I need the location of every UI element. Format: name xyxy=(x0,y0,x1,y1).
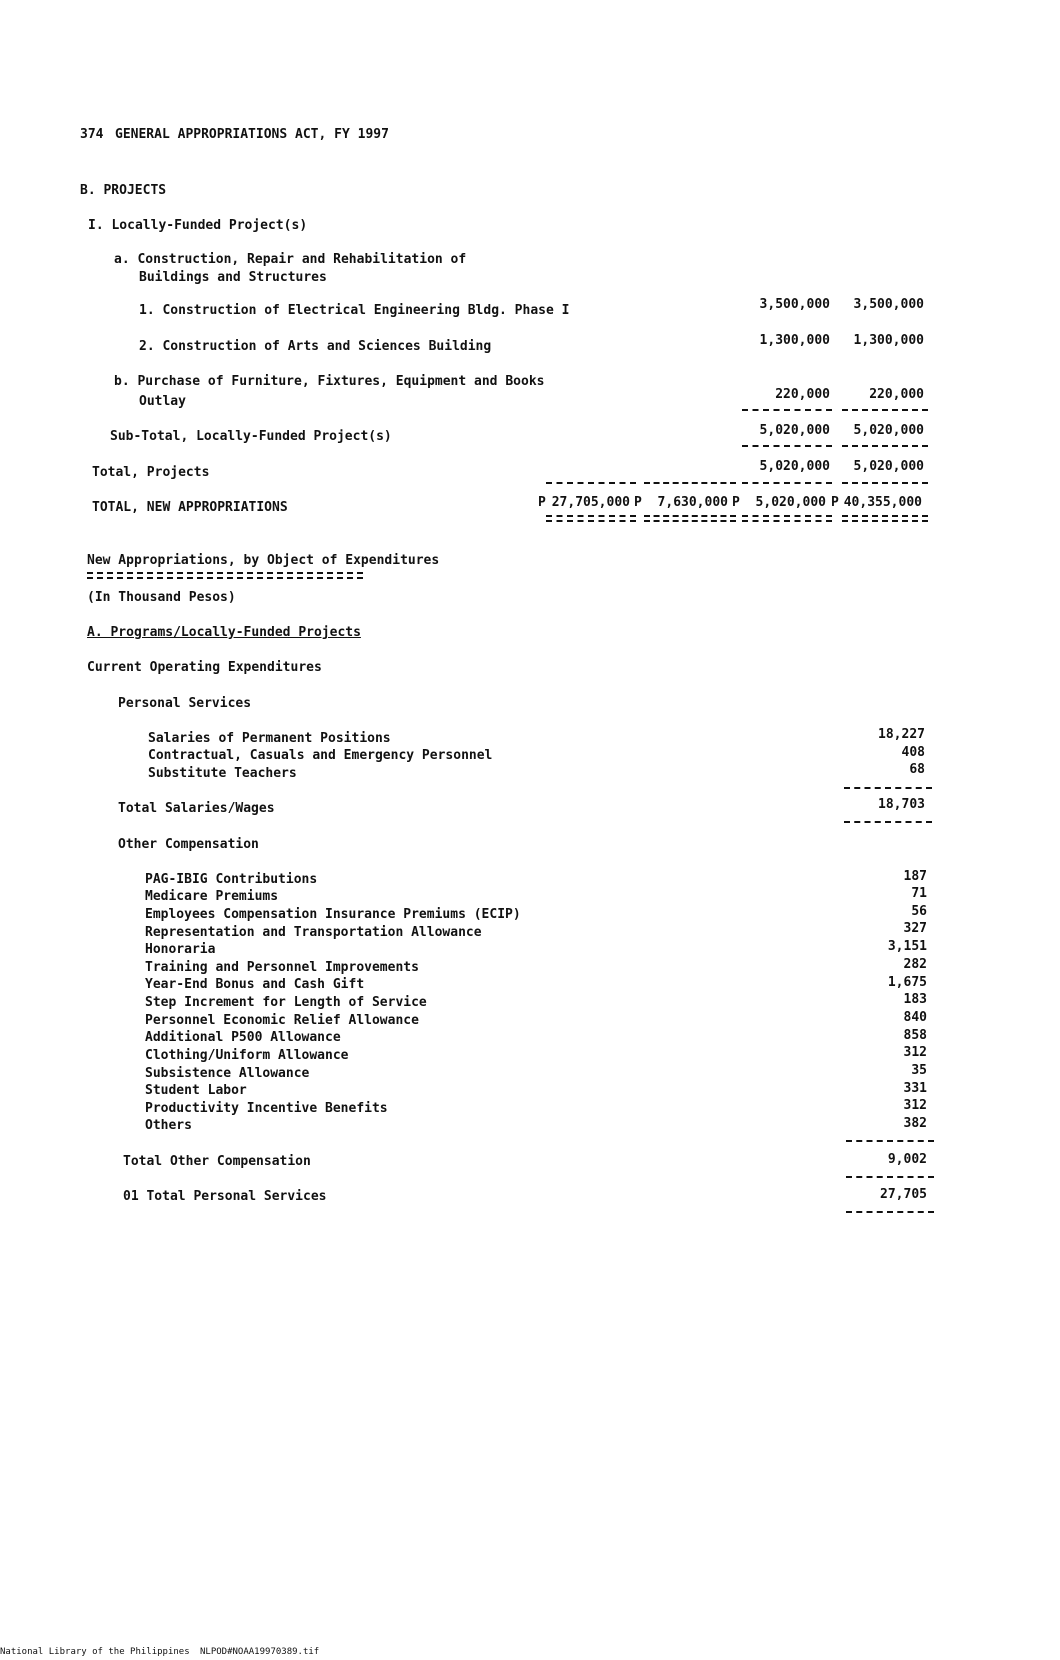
object-expenditures-title: New Appropriations, by Object of Expenditures xyxy=(87,553,440,568)
item-b-label-line2: Outlay xyxy=(139,394,186,409)
rule-total-projects-col3 xyxy=(742,482,832,484)
other-item-label-2: Medicare Premiums xyxy=(145,889,279,904)
item-b-label-line1: b. Purchase of Furniture, Fixtures, Equipment and Books xyxy=(114,374,545,389)
rule-subtotal-col3 xyxy=(742,445,832,447)
rule-item-b-col3 xyxy=(742,409,832,411)
total-projects-label: Total, Projects xyxy=(92,465,210,480)
total-projects-col3: 5,020,000 xyxy=(759,459,830,474)
other-item-label-9: Personnel Economic Relief Allowance xyxy=(145,1013,419,1028)
rule-total-other xyxy=(846,1176,934,1178)
rule-total-personal xyxy=(846,1211,934,1213)
subtotal-label: Sub-Total, Locally-Funded Project(s) xyxy=(110,429,392,444)
subtotal-total: 5,020,000 xyxy=(853,423,924,438)
item-a-label-line1: a. Construction, Repair and Rehabilitation of xyxy=(114,252,467,267)
total-other-label: Total Other Compensation xyxy=(123,1154,311,1169)
total-salaries-label: Total Salaries/Wages xyxy=(118,801,275,816)
page-number: 374 xyxy=(80,127,104,142)
other-item-value-15: 382 xyxy=(903,1116,927,1131)
other-item-value-14: 312 xyxy=(903,1098,927,1113)
item-2-total: 1,300,000 xyxy=(853,333,924,348)
item-1-label: 1. Construction of Electrical Engineering Bldg. Phase I xyxy=(139,303,570,318)
other-item-label-14: Productivity Incentive Benefits xyxy=(145,1101,388,1116)
item-b-total: 220,000 xyxy=(869,387,924,402)
other-item-label-13: Student Labor xyxy=(145,1083,247,1098)
peso-sign-3: P xyxy=(732,495,740,510)
salary-label-2: Contractual, Casuals and Emergency Personnel xyxy=(148,748,493,763)
salary-value-1: 18,227 xyxy=(878,727,925,742)
rule-other-items xyxy=(846,1140,934,1142)
salary-label-3: Substitute Teachers xyxy=(148,766,297,781)
total-new-col3: 5,020,000 xyxy=(755,495,826,510)
locally-funded-heading: I. Locally-Funded Project(s) xyxy=(88,218,308,233)
rule-subtotal-total xyxy=(842,445,928,447)
double-rule-col3 xyxy=(742,515,832,522)
other-item-label-6: Training and Personnel Improvements xyxy=(145,960,419,975)
other-item-value-3: 56 xyxy=(911,904,927,919)
total-new-total: 40,355,000 xyxy=(843,495,922,510)
total-new-col1: 27,705,000 xyxy=(551,495,630,510)
footer-file: NLPOD#NOAA19970389.tif xyxy=(200,1647,320,1657)
total-personal-label: 01 Total Personal Services xyxy=(123,1189,327,1204)
rule-item-b-total xyxy=(842,409,928,411)
item-1-total: 3,500,000 xyxy=(853,297,924,312)
peso-sign-1: P xyxy=(538,495,546,510)
title-double-rule xyxy=(87,572,363,579)
item-a-label-line2: Buildings and Structures xyxy=(139,270,327,285)
peso-sign-4: P xyxy=(831,495,839,510)
total-new-col2: 7,630,000 xyxy=(657,495,728,510)
other-item-label-5: Honoraria xyxy=(145,942,216,957)
rule-total-salaries xyxy=(844,821,932,823)
salary-value-3: 68 xyxy=(909,762,925,777)
other-item-label-11: Clothing/Uniform Allowance xyxy=(145,1048,349,1063)
projects-heading: B. PROJECTS xyxy=(80,183,167,198)
subtotal-col3: 5,020,000 xyxy=(759,423,830,438)
other-item-value-11: 312 xyxy=(903,1045,927,1060)
rule-total-projects-col1 xyxy=(546,482,636,484)
other-item-value-10: 858 xyxy=(903,1028,927,1043)
other-item-value-12: 35 xyxy=(911,1063,927,1078)
rule-total-projects-col2 xyxy=(644,482,736,484)
other-item-label-15: Others xyxy=(145,1118,192,1133)
other-item-value-7: 1,675 xyxy=(887,975,927,990)
total-salaries-value: 18,703 xyxy=(878,797,925,812)
personal-services-heading: Personal Services xyxy=(118,696,252,711)
item-b-col3: 220,000 xyxy=(775,387,830,402)
current-operating-heading: Current Operating Expenditures xyxy=(87,660,322,675)
total-personal-value: 27,705 xyxy=(880,1187,927,1202)
peso-sign-2: P xyxy=(634,495,642,510)
page-header-title: GENERAL APPROPRIATIONS ACT, FY 1997 xyxy=(115,127,389,142)
other-item-value-13: 331 xyxy=(903,1081,927,1096)
other-item-value-5: 3,151 xyxy=(887,939,927,954)
section-a-heading: A. Programs/Locally-Funded Projects xyxy=(87,625,361,640)
other-item-label-3: Employees Compensation Insurance Premiums (ECIP) xyxy=(145,907,521,922)
other-item-label-7: Year-End Bonus and Cash Gift xyxy=(145,977,365,992)
other-item-value-1: 187 xyxy=(903,869,927,884)
other-item-label-12: Subsistence Allowance xyxy=(145,1066,310,1081)
other-item-value-6: 282 xyxy=(903,957,927,972)
unit-note: (In Thousand Pesos) xyxy=(87,590,236,605)
double-rule-col1 xyxy=(546,515,636,522)
other-item-value-9: 840 xyxy=(903,1010,927,1025)
other-item-value-2: 71 xyxy=(911,886,927,901)
salary-label-1: Salaries of Permanent Positions xyxy=(148,731,391,746)
footer-library: National Library of the Philippines xyxy=(0,1647,190,1657)
double-rule-col2 xyxy=(644,515,736,522)
item-1-col3: 3,500,000 xyxy=(759,297,830,312)
other-item-label-10: Additional P500 Allowance xyxy=(145,1030,341,1045)
rule-total-projects-total xyxy=(842,482,928,484)
rule-salaries xyxy=(844,787,932,789)
salary-value-2: 408 xyxy=(901,745,925,760)
total-projects-total: 5,020,000 xyxy=(853,459,924,474)
other-item-value-8: 183 xyxy=(903,992,927,1007)
item-2-label: 2. Construction of Arts and Sciences Building xyxy=(139,339,492,354)
other-item-label-4: Representation and Transportation Allowance xyxy=(145,925,482,940)
other-compensation-heading: Other Compensation xyxy=(118,837,259,852)
total-other-value: 9,002 xyxy=(887,1152,927,1167)
item-2-col3: 1,300,000 xyxy=(759,333,830,348)
other-item-value-4: 327 xyxy=(903,921,927,936)
total-new-label: TOTAL, NEW APPROPRIATIONS xyxy=(92,500,288,515)
other-item-label-1: PAG-IBIG Contributions xyxy=(145,872,318,887)
double-rule-total xyxy=(842,515,928,522)
other-item-label-8: Step Increment for Length of Service xyxy=(145,995,427,1010)
